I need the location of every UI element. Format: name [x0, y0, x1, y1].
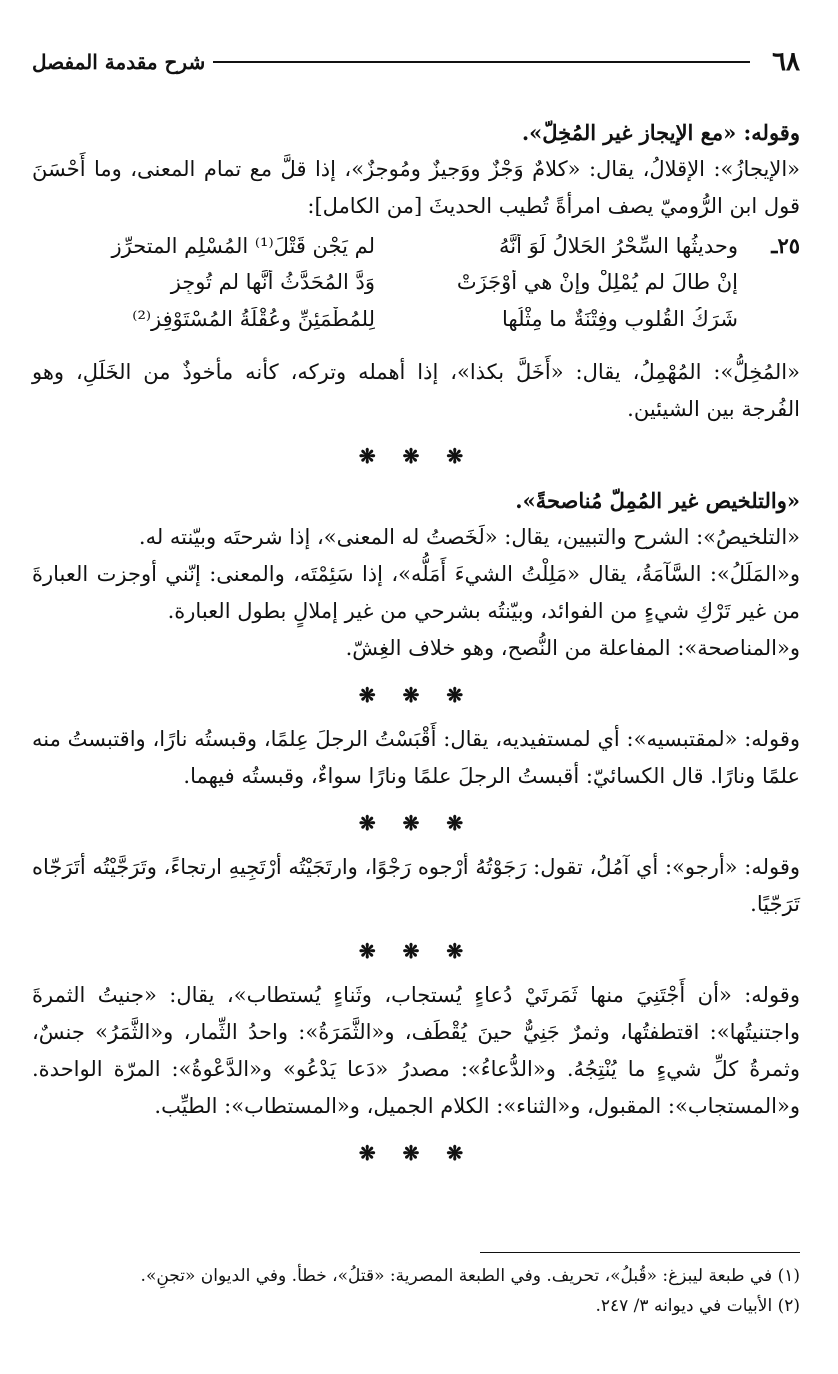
- section-3-paragraph: وقوله: «لمقتبسيه»: أي لمستفيديه، يقال: أَقْبَسْتُ الرجلَ عِلمًا، وقبستُه نارًا، واقتبستُ منه علمًا ونارًا. قال الكسائيّ: أقبستُ الرجلَ علمًا ونارًا سواءٌ، وقبستُه فيهما.: [32, 727, 800, 788]
- poem: [32, 233, 800, 344]
- footnote-2: (٢) الأبيات في ديوانه ٣/ ٢٤٧.: [595, 1296, 800, 1316]
- verse-first-hemistich: إنْ طالَ لم يُمْلِلْ وإنْ هي أوْجَزَتْ: [456, 270, 738, 294]
- section-1-paragraph-2: «المُخِلُّ»: المُهْمِلُ، يقال: «أَخَلَّ بكذا»، إذا أهمله وتركه، كأنه مأخوذٌ من الخَلَلِ، وهو الفُرجة بين الشيئين.: [32, 360, 800, 421]
- section-5-paragraph: وقوله: «أن أَجْتَنِيَ منها ثَمَرتَيْ دُعاءٍ يُستجاب، وثَناءٍ يُستطاب»، يقال: «جنيتُ الثمرةَ واجتنيتُها»: اقتطفتُها، وثمرٌ جَنِيٌّ حينَ يُقْطَف، و«الثَّمَرَةُ»: واحدُ الثِّمار، و«الثَّمَرُ» جنسٌ، وثمرةُ كلِّ شيءٍ ما يُنْتِجُهُ. و«الدُّعاءُ»: مصدرُ «دَعا يَدْعُو» و«الدَّعْوةُ»: المرّة الواحدة. و«المستجاب»: المقبول، و«الثناء»: الكلام الجميل، و«المستطاب»: الطيِّب.: [32, 983, 800, 1118]
- section-divider: ❋ ❋ ❋: [358, 444, 474, 468]
- poem-verse-1: [32, 233, 800, 270]
- header-rule: [213, 61, 750, 63]
- section-1-quote: وقوله: «مع الإيجاز غير المُخِلّ».: [521, 120, 800, 145]
- poem-verse-3: [32, 307, 800, 344]
- footnotes: [32, 1252, 800, 1321]
- page-number: ٦٨: [772, 47, 800, 77]
- section-2-paragraph-2: و«المَلَلُ»: السَّآمَةُ، يقال «مَلِلْتُ الشيءَ أَمَلُّه»، إذا سَئِمْتَه، والمعنى: إنّني أوجزت العبارةَ من غير تَرْكِ شيءٍ من الفوائد، وبيّنتُه بشرحي من غير إملالٍ بطول العبارة.: [32, 562, 800, 623]
- section-4-paragraph: وقوله: «أرجو»: أي آمُلُ، تقول: رَجَوْتُهُ أرْجوه رَجْوًا، وارتَجَيْتُه أرْتَجِيهِ ارتجاءً، وتَرَجَّيْتُه أتَرَجّاه تَرَجّيًا.: [32, 855, 800, 916]
- verse-first-hemistich: شَرَكُ القُلوبِ وفِتْنَةٌ ما مِثْلُها: [502, 307, 738, 331]
- footnote-1: (١) في طبعة ليبزغ: «قُبلُ»، تحريف. وفي الطبعة المصرية: «قتلُ»، خطأ. وفي الديوان «تجنِ».: [140, 1266, 800, 1286]
- section-divider: ❋ ❋ ❋: [358, 1141, 474, 1165]
- footnote-rule: [480, 1252, 800, 1253]
- verse-second-hemistich: وَدَّ المُحَدَّثُ أنَّها لم تُوجِزِ: [170, 270, 375, 294]
- section-divider: ❋ ❋ ❋: [358, 939, 474, 963]
- section-1-paragraph: «الإيجازُ»: الإقلالُ، يقال: «كلامٌ وَجْزٌ ووَجيزٌ ومُوجزٌ»، إذا قلَّ مع تمام المعنى، وما أَحْسَنَ قول ابن الرُّوميّ يصف امرأةً تُطيب الحديثَ [من الكامل]:: [32, 157, 800, 218]
- page-header: [32, 40, 800, 84]
- section-2-quote: «والتلخيص غير المُمِلّ مُناصحةً».: [515, 488, 800, 513]
- poem-number: ٢٥ـ: [771, 233, 800, 258]
- verse-second-hemistich: لم يَجْنِ قَتْلَ⁽¹⁾ المُسْلِمِ المتحرِّزِ: [111, 234, 375, 258]
- verse-second-hemistich: لِلمُطْمَئِنِّ وعُقْلَةُ المُسْتَوْفِزِ⁽²⁾: [132, 307, 375, 331]
- section-2-paragraph-1: «التلخيصُ»: الشرح والتبيين، يقال: «لَخَصتُ له المعنى»، إذا شرحتَه وبيّنته له.: [138, 525, 800, 549]
- section-divider: ❋ ❋ ❋: [358, 811, 474, 835]
- section-2-paragraph-3: و«المناصحة»: المفاعلة من النُّصح، وهو خلاف الغِشّ.: [345, 636, 800, 660]
- poem-verse-2: [32, 270, 800, 307]
- section-divider: ❋ ❋ ❋: [358, 683, 474, 707]
- verse-first-hemistich: وحديثُها السِّحْرُ الحَلالُ لَوَ أنَّهُ: [499, 234, 738, 258]
- running-title: شرح مقدمة المفصل: [32, 50, 206, 74]
